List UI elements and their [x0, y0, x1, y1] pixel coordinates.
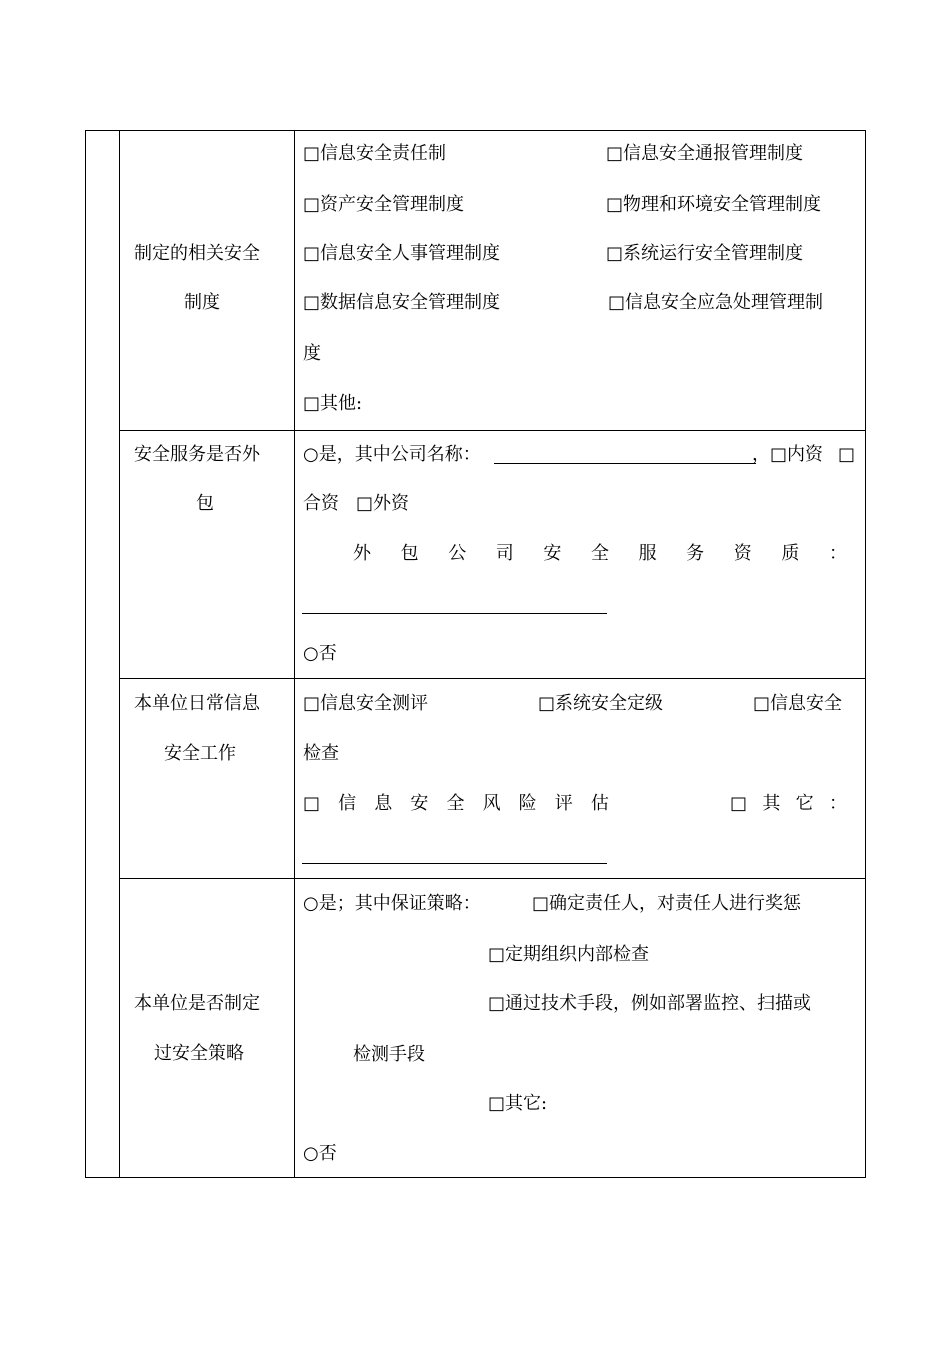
row3-label-line1: 本单位日常信息	[134, 693, 260, 714]
qualification-char: ：	[828, 543, 847, 564]
qualification-char: 务	[686, 543, 705, 564]
risk-assessment-checkbox[interactable]	[303, 792, 609, 816]
qualification-char: 司	[495, 543, 514, 564]
work-other-field[interactable]	[302, 863, 607, 864]
joint-venture-checkbox[interactable]: □	[838, 444, 856, 465]
qualification-char: 资	[733, 543, 752, 564]
strategy-technical-continuation: 检测手段	[353, 1044, 425, 1065]
risk-char: 息	[374, 793, 393, 814]
option-emergency-checkbox[interactable]: □信息安全应急处理管理制	[608, 292, 824, 313]
row1-label-line2: 制度	[184, 292, 220, 313]
qualification-char: 服	[638, 543, 657, 564]
qualification-char: 安	[543, 543, 562, 564]
system-grading-checkbox[interactable]: □系统安全定级	[538, 693, 664, 714]
outsource-no-radio[interactable]: ○否	[303, 643, 337, 664]
other-char: 其	[762, 793, 781, 814]
qualification-char: 全	[590, 543, 609, 564]
option-physical-checkbox[interactable]: □物理和环境安全管理制度	[606, 194, 822, 215]
risk-char: 风	[482, 793, 501, 814]
qualification-label	[353, 542, 847, 566]
table-right-border	[865, 130, 866, 1178]
qualification-char: 包	[400, 543, 419, 564]
risk-char: 险	[518, 793, 537, 814]
option-emergency-continuation: 度	[303, 343, 321, 364]
foreign-capital-checkbox[interactable]: □外资	[356, 493, 410, 514]
risk-char: 评	[554, 793, 573, 814]
qualification-char: 公	[448, 543, 467, 564]
other-char: 它	[795, 793, 814, 814]
risk-char: 全	[446, 793, 465, 814]
risk-char: 安	[410, 793, 429, 814]
row1-label-line1: 制定的相关安全	[134, 243, 260, 264]
table-top-border	[85, 130, 866, 131]
option-personnel-checkbox[interactable]: □信息安全人事管理制度	[303, 243, 501, 264]
strategy-internal-check-checkbox[interactable]: □定期组织内部检查	[488, 944, 650, 965]
option-other-checkbox[interactable]: □其他:	[303, 393, 363, 414]
row-divider-3	[119, 878, 866, 879]
strategy-technical-checkbox[interactable]: □通过技术手段，例如部署监控、扫描或	[488, 993, 812, 1014]
strategy-no-radio[interactable]: ○否	[303, 1143, 337, 1164]
table-bottom-border	[85, 1177, 866, 1178]
option-notification-checkbox[interactable]: □信息安全通报管理制度	[606, 143, 804, 164]
risk-char: 信	[338, 793, 357, 814]
row2-label-line1: 安全服务是否外	[134, 444, 260, 465]
qualification-char: 质	[781, 543, 800, 564]
table-left-border	[85, 130, 86, 1178]
row4-label-line2: 过安全策略	[154, 1043, 244, 1064]
security-evaluation-checkbox[interactable]: □信息安全测评	[303, 693, 429, 714]
strategy-yes-radio[interactable]: ○是；其中保证策略：	[303, 893, 481, 914]
other-char: □	[730, 793, 748, 814]
row3-label-line2: 安全工作	[164, 743, 236, 764]
domestic-capital-checkbox[interactable]: ，□内资	[752, 444, 824, 465]
work-other-checkbox[interactable]	[730, 792, 847, 816]
option-responsibility-checkbox[interactable]: □信息安全责任制	[303, 143, 447, 164]
table-col1-divider	[119, 130, 120, 1178]
option-operation-checkbox[interactable]: □系统运行安全管理制度	[606, 243, 804, 264]
row-divider-1	[119, 430, 866, 431]
joint-venture-label: 合资	[303, 493, 339, 514]
option-data-checkbox[interactable]: □数据信息安全管理制度	[303, 292, 501, 313]
security-check-continuation: 检查	[303, 743, 339, 764]
strategy-other-checkbox[interactable]: □其它:	[488, 1093, 548, 1114]
row4-label-line1: 本单位是否制定	[134, 993, 260, 1014]
outsource-yes-radio[interactable]: ○是，其中公司名称：	[303, 444, 481, 465]
risk-char: □	[303, 793, 321, 814]
strategy-responsible-person-checkbox[interactable]: □确定责任人，对责任人进行奖惩	[532, 893, 802, 914]
other-char: ：	[829, 793, 847, 814]
security-check-checkbox[interactable]: □信息安全	[753, 693, 843, 714]
qualification-field[interactable]	[302, 613, 607, 614]
risk-char: 估	[590, 793, 609, 814]
row2-label-line2: 包	[196, 493, 214, 514]
row-divider-2	[119, 678, 866, 679]
qualification-char: 外	[353, 543, 371, 564]
option-asset-checkbox[interactable]: □资产安全管理制度	[303, 194, 465, 215]
table-col2-divider	[294, 130, 295, 1178]
company-name-field[interactable]	[494, 463, 756, 464]
